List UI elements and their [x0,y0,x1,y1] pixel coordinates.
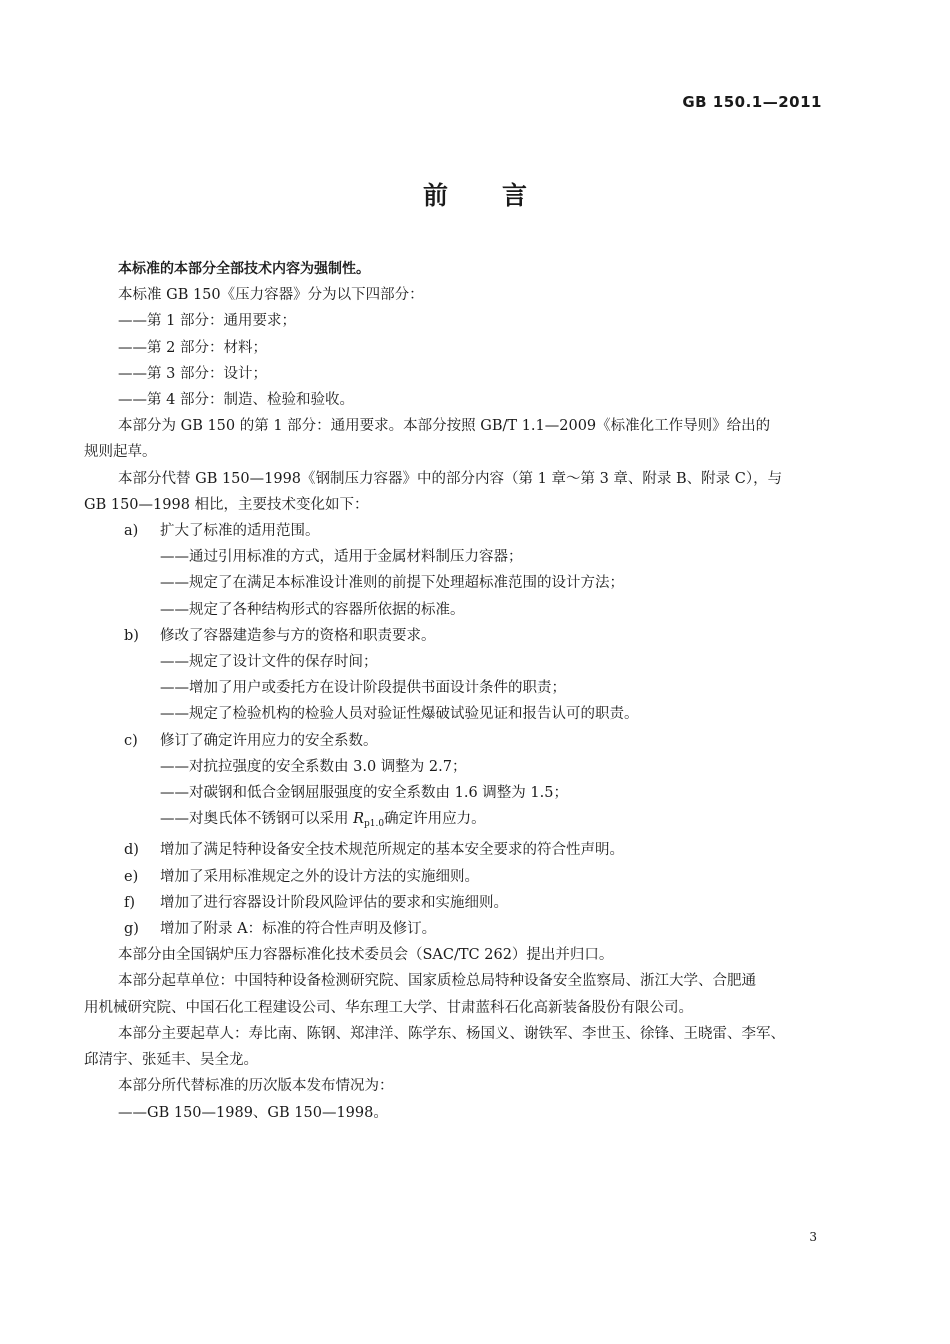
paragraph-continued: GB 150—1998 相比，主要技术变化如下： [84,496,369,513]
sub-item: ——规定了设计文件的保存时间； [160,654,378,671]
item-text: 修改了容器建造参与方的资格和职责要求。 [160,627,436,644]
sub-item: ——增加了用户或委托方在设计阶段提供书面设计条件的职责； [160,680,566,697]
change-item-a [84,518,829,544]
item-label: c) [124,732,138,749]
document-body [84,256,829,1126]
paragraph: 本部分为 GB 150 的第 1 部分：通用要求。本部分按照 GB/T 1.1—2009《标准化工作导则》给出的 [118,418,771,435]
change-item-b [84,623,829,649]
paragraph-continued: 邱清宇、张延丰、吴全龙。 [84,1052,258,1069]
change-item-e [84,864,829,890]
change-item-d [84,837,829,863]
sub-item: ——对碳钢和低合金钢屈服强度的安全系数由 1.6 调整为 1.5； [160,785,568,802]
change-item-g [84,916,829,942]
paragraph: 本部分所代替标准的历次版本发布情况为： [118,1078,394,1095]
item-label: e) [124,868,139,885]
page-title: 前言 [422,181,581,210]
stress-symbol: R [353,811,365,828]
sub-item: ——规定了各种结构形式的容器所依据的标准。 [160,601,465,618]
sub-item-text: ——对奥氏体不锈钢可以采用 [160,811,354,828]
change-item-f [84,890,829,916]
item-label: f) [124,894,136,911]
paragraph: 本部分由全国锅炉压力容器标准化技术委员会（SAC/TC 262）提出并归口。 [118,947,614,964]
paragraph: 本部分代替 GB 150—1998《钢制压力容器》中的部分内容（第 1 章～第 3 章、附录 B、附录 C），与 [118,470,783,487]
stress-subscript: p1.0 [364,819,385,830]
item-label: a) [124,523,139,540]
sub-item: ——对抗拉强度的安全系数由 3.0 调整为 2.7； [160,758,467,775]
mandatory-statement: 本标准的本部分全部技术内容为强制性。 [118,261,370,277]
part-item: ——第 3 部分：设计； [118,365,267,382]
sub-item [84,806,829,837]
item-text: 增加了附录 A：标准的符合性声明及修订。 [160,921,437,938]
change-item-c [84,728,829,754]
page-number: 3 [809,1230,817,1244]
paragraph-continued: 规则起草。 [84,444,157,461]
item-text: 修订了确定许用应力的安全系数。 [160,732,378,749]
version-history: ——GB 150—1989、GB 150—1998。 [118,1104,388,1121]
paragraph: 本标准 GB 150《压力容器》分为以下四部分： [118,287,424,304]
sub-item: ——规定了在满足本标准设计准则的前提下处理超标准范围的设计方法； [160,575,624,592]
part-item: ——第 1 部分：通用要求； [118,313,296,330]
item-text: 增加了进行容器设计阶段风险评估的要求和实施细则。 [160,894,508,911]
item-text: 增加了满足特种设备安全技术规范所规定的基本安全要求的符合性声明。 [160,842,624,859]
standard-code: GB 150.1—2011 [682,93,822,111]
item-text: 扩大了标准的适用范围。 [160,523,320,540]
paragraph: 本部分起草单位：中国特种设备检测研究院、国家质检总局特种设备安全监察局、浙江大学、合肥通 [118,973,756,990]
item-label: d) [124,842,139,859]
item-label: b) [124,627,139,644]
sub-item: ——通过引用标准的方式，适用于金属材料制压力容器； [160,549,523,566]
sub-item: ——规定了检验机构的检验人员对验证性爆破试验见证和报告认可的职责。 [160,706,639,723]
part-item: ——第 2 部分：材料； [118,339,267,356]
paragraph-continued: 用机械研究院、中国石化工程建设公司、华东理工大学、甘肃蓝科石化高新装备股份有限公司。 [84,999,693,1016]
item-label: g) [124,921,139,938]
part-item: ——第 4 部分：制造、检验和验收。 [118,392,354,409]
sub-item-text: 确定许用应力。 [384,811,486,828]
item-text: 增加了采用标准规定之外的设计方法的实施细则。 [160,868,479,885]
paragraph: 本部分主要起草人：寿比南、陈钢、郑津洋、陈学东、杨国义、谢铁军、李世玉、徐锋、王晓雷、李军、 [118,1025,785,1042]
